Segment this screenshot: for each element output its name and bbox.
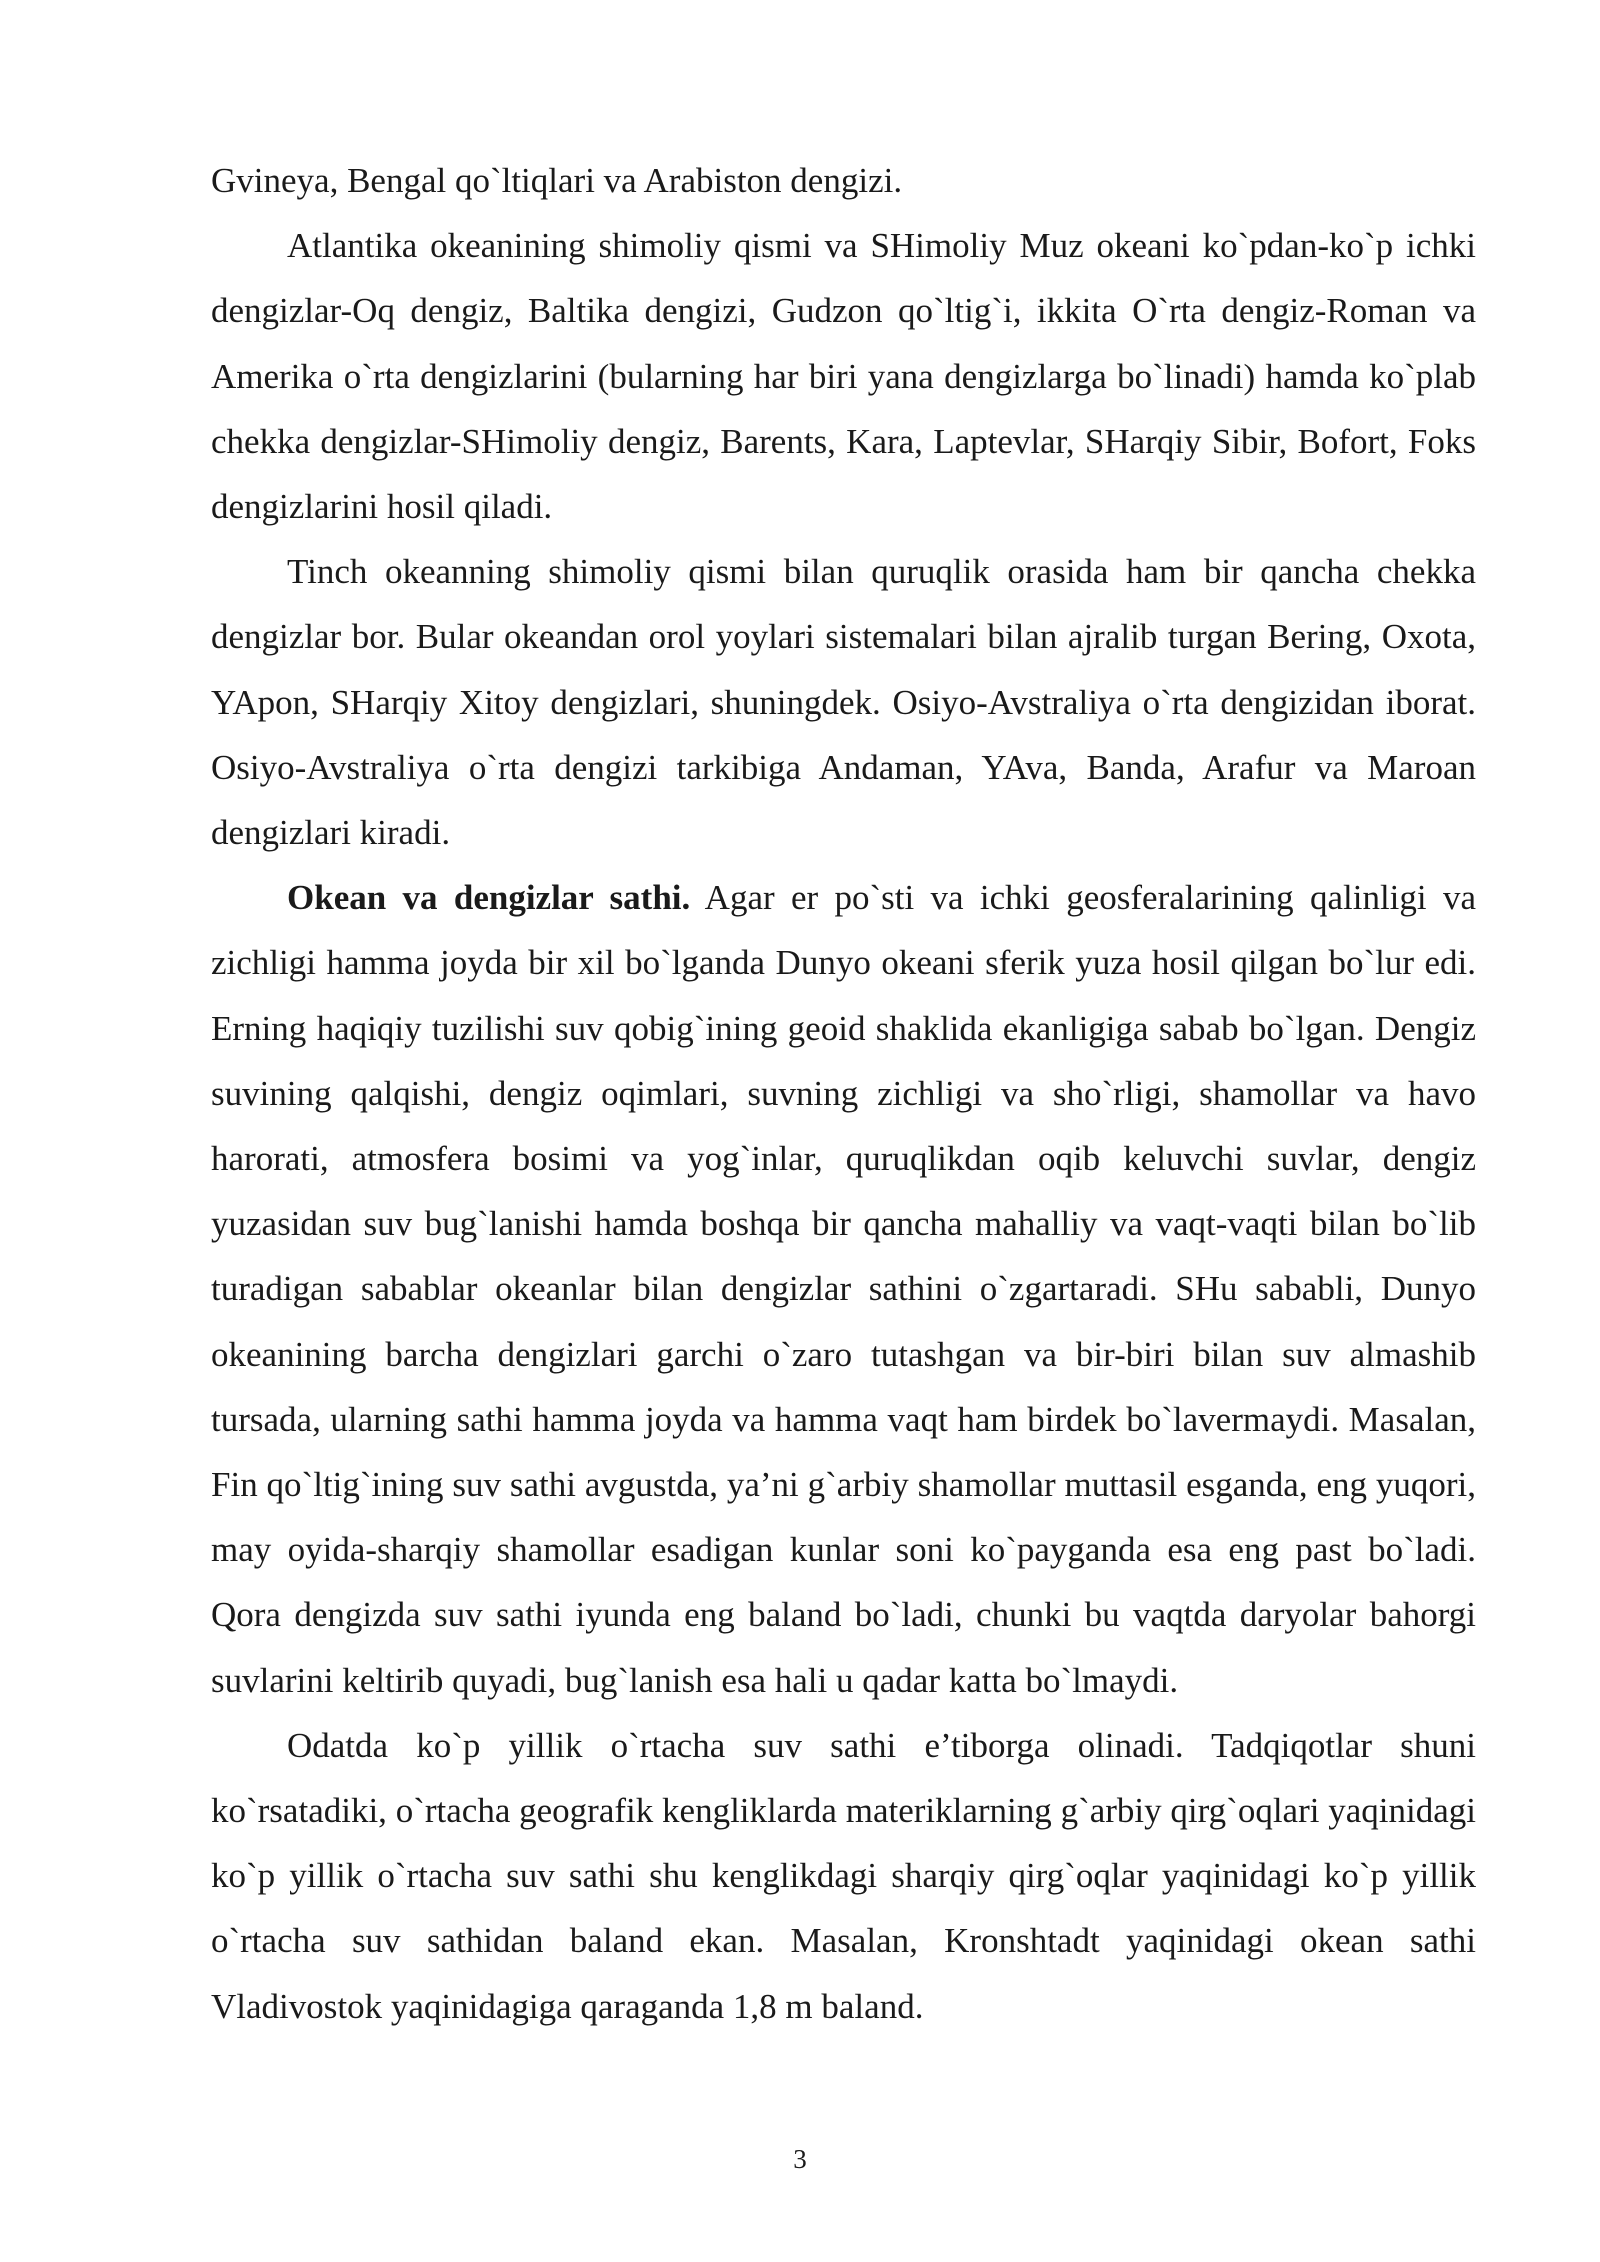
paragraph-text: Atlantika okeanining shimoliy qismi va SHimoliy Muz okeani ko`pdan-ko`p ichki dengizlar-Oq dengiz, Baltika dengizi, Gudzon qo`ltig`i, ikkita O`rta dengiz-Roman va Amerika o`rta dengizlarini (bularning har biri yana dengizlarga bo`linadi) hamda ko`plab chekka dengizlar-SHimoliy dengiz, Barents, Kara, Laptevlar, SHarqiy Sibir, Bofort, Foks dengizlarini hosil qiladi.: [211, 226, 1476, 527]
page-number: 3: [793, 2144, 807, 2174]
paragraph-4: [211, 865, 1476, 1713]
section-heading: Okean va dengizlar sathi.: [287, 878, 691, 918]
paragraph-text: Gvineya, Bengal qo`ltiqlari va Arabiston dengizi.: [211, 161, 903, 200]
paragraph-text: Tinch okeanning shimoliy qismi bilan quruqlik orasida ham bir qancha chekka dengizlar bor. Bular okeandan orol yoylari sistemalari bilan ajralib turgan Bering, Oxota, YApon, SHarqiy Xitoy dengizlari, shuningdek. Osiyo-Avstraliya o`rta dengizidan iborat. Osiyo-Avstraliya o`rta dengizi tarkibiga Andaman, YAva, Banda, Arafur va Maroan dengizlari kiradi.: [211, 552, 1476, 853]
paragraph-3: [211, 539, 1476, 865]
paragraph-text: Agar er po`sti va ichki geosferalarining qalinligi va zichligi hamma joyda bir xil bo`lganda Dunyo okeani sferik yuza hosil qilgan bo`lur edi. Erning haqiqiy tuzilishi suv qobig`ining geoid shaklida ekanligiga sabab bo`lgan. Dengiz suvining qalqishi, dengiz oqimlari, suvning zichligi va sho`rligi, shamollar va havo harorati, atmosfera bosimi va yog`inlar, quruqlikdan oqib keluvchi suvlar, dengiz yuzasidan suv bug`lanishi hamda boshqa bir qancha mahalliy va vaqt-vaqti bilan bo`lib turadigan sabablar okeanlar bilan dengizlar sathini o`zgartaradi. SHu sababli, Dunyo okeanining barcha dengizlari garchi o`zaro tutashgan va bir-biri bilan suv almashib tursada, ularning sathi hamma joyda va hamma vaqt ham birdek bo`lavermaydi. Masalan, Fin qo`ltig`ining suv sathi avgustda, ya’ni g`arbiy shamollar muttasil esganda, eng yuqori, may oyida-sharqiy shamollar esadigan kunlar soni ko`payganda esa eng past bo`ladi. Qora dengizda suv sathi iyunda eng baland bo`ladi, chunki bu vaqtda daryolar bahorgi suvlarini keltirib quyadi, bug`lanish esa hali u qadar katta bo`lmaydi.: [211, 878, 1476, 1700]
paragraph-2: [211, 213, 1476, 539]
document-body: [211, 148, 1476, 2039]
paragraph-1: [211, 148, 1476, 213]
paragraph-5: [211, 1713, 1476, 2039]
paragraph-text: Odatda ko`p yillik o`rtacha suv sathi e’tiborga olinadi. Tadqiqotlar shuni ko`rsatadiki, o`rtacha geografik kengliklarda materiklarning g`arbiy qirg`oqlari yaqinidagi ko`p yillik o`rtacha suv sathi shu kenglikdagi sharqiy qirg`oqlar yaqinidagi ko`p yillik o`rtacha suv sathidan baland ekan. Masalan, Kronshtadt yaqinidagi okean sathi Vladivostok yaqinidagiga qaraganda 1,8 m baland.: [211, 1725, 1476, 2026]
